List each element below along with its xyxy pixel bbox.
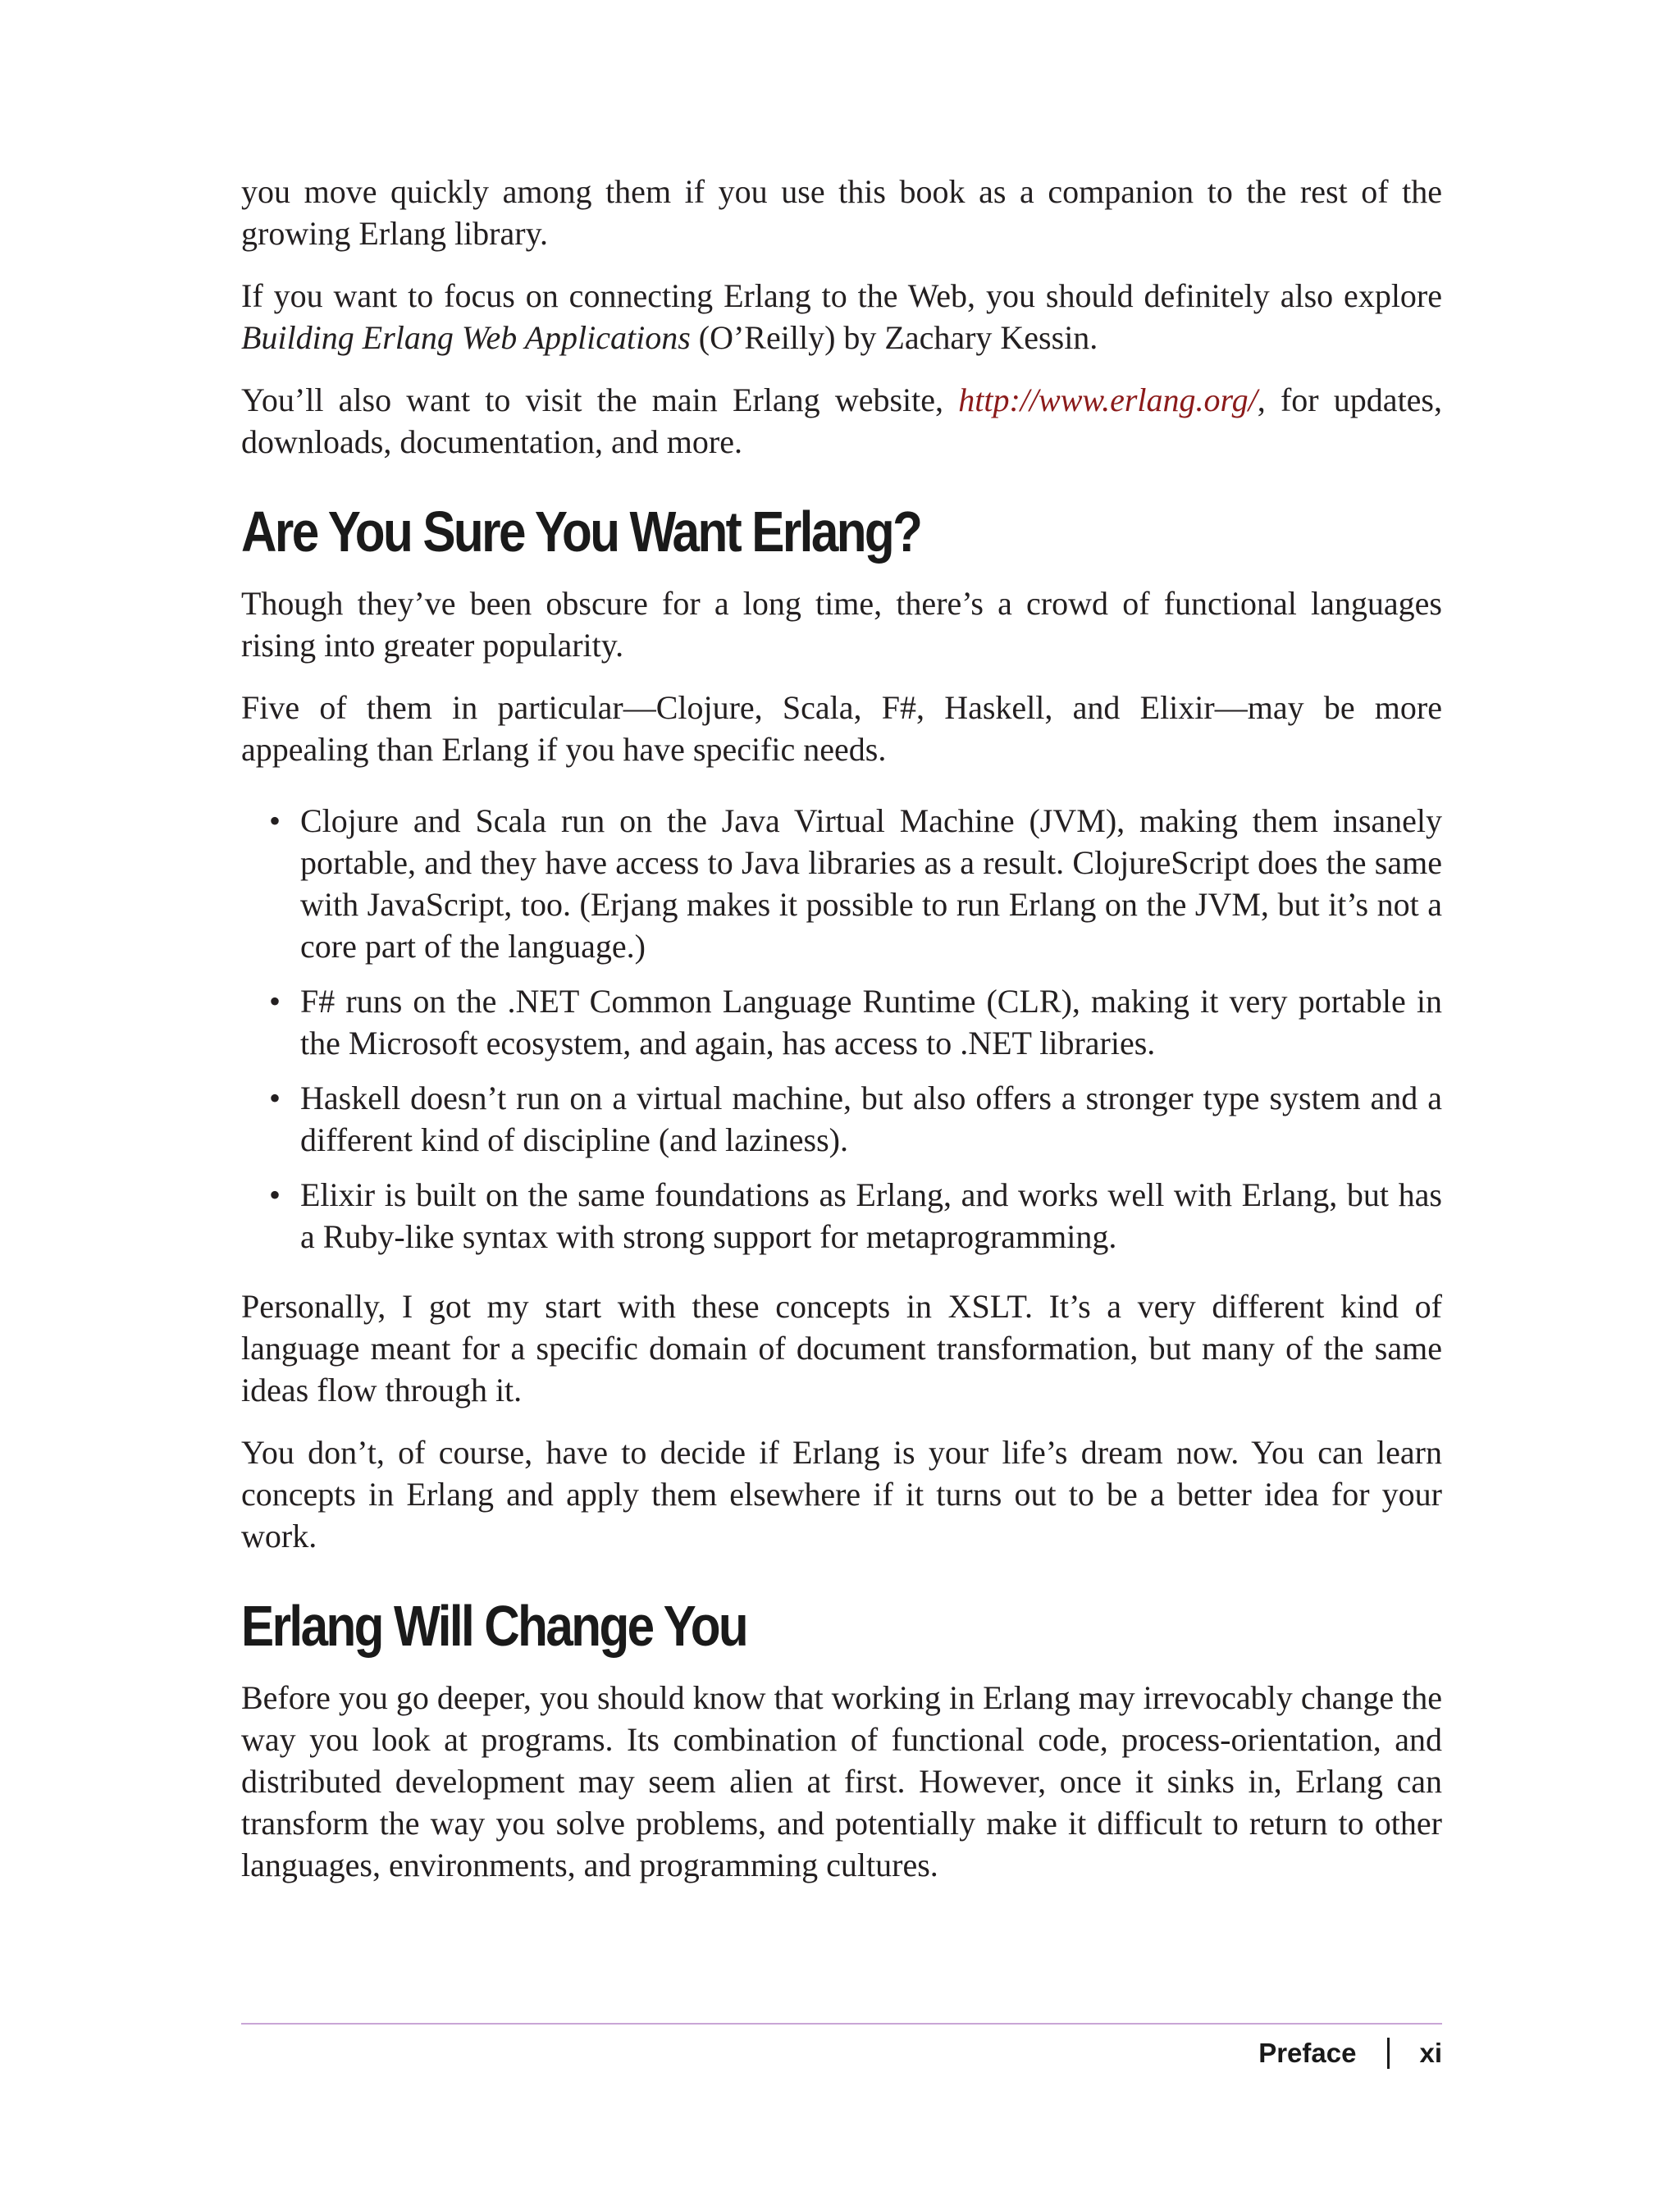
functional-languages-paragraph: Though they’ve been obscure for a long time, there’s a crowd of functional languages rising into greater popularity. bbox=[241, 585, 1442, 664]
website-text-after: , for updates, downloads, documentation, and more. bbox=[241, 381, 1442, 460]
website-paragraph bbox=[241, 379, 1442, 463]
footer-divider bbox=[241, 2023, 1442, 2025]
bullet-icon: • bbox=[269, 1080, 281, 1116]
change-you-paragraph: Before you go deeper, you should know that working in Erlang may irrevocably change the way you look at programs. Its combination of functional code, process-orientation, and distributed development may seem alien at first. However, once it sinks in, Erlang can transform the way you solve problems, and potentially make it difficult to return to other languages, environments, and programming cultures. bbox=[241, 1679, 1442, 1883]
web-apps-paragraph bbox=[241, 275, 1442, 358]
page-number: xi bbox=[1419, 2038, 1442, 2068]
five-languages-paragraph: Five of them in particular—Clojure, Scala, F#, Haskell, and Elixir—may be more appealing than Erlang if you have specific needs. bbox=[241, 689, 1442, 768]
list-item-text: Elixir is built on the same foundations as Erlang, and works well with Erlang, but has a Ruby-like syntax with strong support for metaprogramming. bbox=[300, 1176, 1442, 1255]
list-item bbox=[241, 1077, 1442, 1161]
web-apps-text-after: (O’Reilly) by Zachary Kessin. bbox=[690, 319, 1098, 356]
list-item bbox=[241, 1174, 1442, 1258]
xslt-paragraph: Personally, I got my start with these concepts in XSLT. It’s a very different kind of language meant for a specific domain of document transformation, but many of the same ideas flow through it. bbox=[241, 1288, 1442, 1408]
bullet-icon: • bbox=[269, 802, 281, 839]
page-content bbox=[241, 171, 1442, 1906]
bullet-icon: • bbox=[269, 1176, 281, 1213]
list-item-text: Clojure and Scala run on the Java Virtual Machine (JVM), making them insanely portable, and they have access to Java libraries as a result. ClojureScript does the same with JavaScript, too. (Erjang makes it possible to run Erlang on the JVM, but it’s not a core part of the language.) bbox=[300, 802, 1442, 965]
list-item bbox=[241, 800, 1442, 967]
web-apps-text-before: If you want to focus on connecting Erlang to the Web, you should definitely also explore bbox=[241, 277, 1442, 314]
book-title: Building Erlang Web Applications bbox=[241, 319, 691, 356]
erlang-website-link[interactable]: http://www.erlang.org/ bbox=[958, 381, 1258, 418]
list-item-text: F# runs on the .NET Common Language Runtime (CLR), making it very portable in the Microsoft ecosystem, and again, has access to .NET libraries. bbox=[300, 983, 1442, 1061]
page-footer bbox=[1258, 2034, 1442, 2072]
footer-separator bbox=[1387, 2038, 1390, 2069]
language-bullet-list bbox=[241, 800, 1442, 1258]
intro-paragraph: you move quickly among them if you use this book as a companion to the rest of the growing Erlang library. bbox=[241, 173, 1442, 252]
list-item-text: Haskell doesn’t run on a virtual machine, but also offers a stronger type system and a different kind of discipline (and laziness). bbox=[300, 1080, 1442, 1158]
footer-section-label: Preface bbox=[1258, 2038, 1357, 2068]
section-heading-erlang-will-change-you: Erlang Will Change You bbox=[241, 1594, 747, 1658]
section-heading-sure-you-want-erlang: Are You Sure You Want Erlang? bbox=[241, 500, 921, 564]
list-item bbox=[241, 980, 1442, 1064]
bullet-icon: • bbox=[269, 983, 281, 1020]
website-text-before: You’ll also want to visit the main Erlang website, bbox=[241, 381, 959, 418]
life-dream-paragraph: You don’t, of course, have to decide if Erlang is your life’s dream now. You can learn concepts in Erlang and apply them elsewhere if it turns out to be a better idea for your work. bbox=[241, 1434, 1442, 1554]
